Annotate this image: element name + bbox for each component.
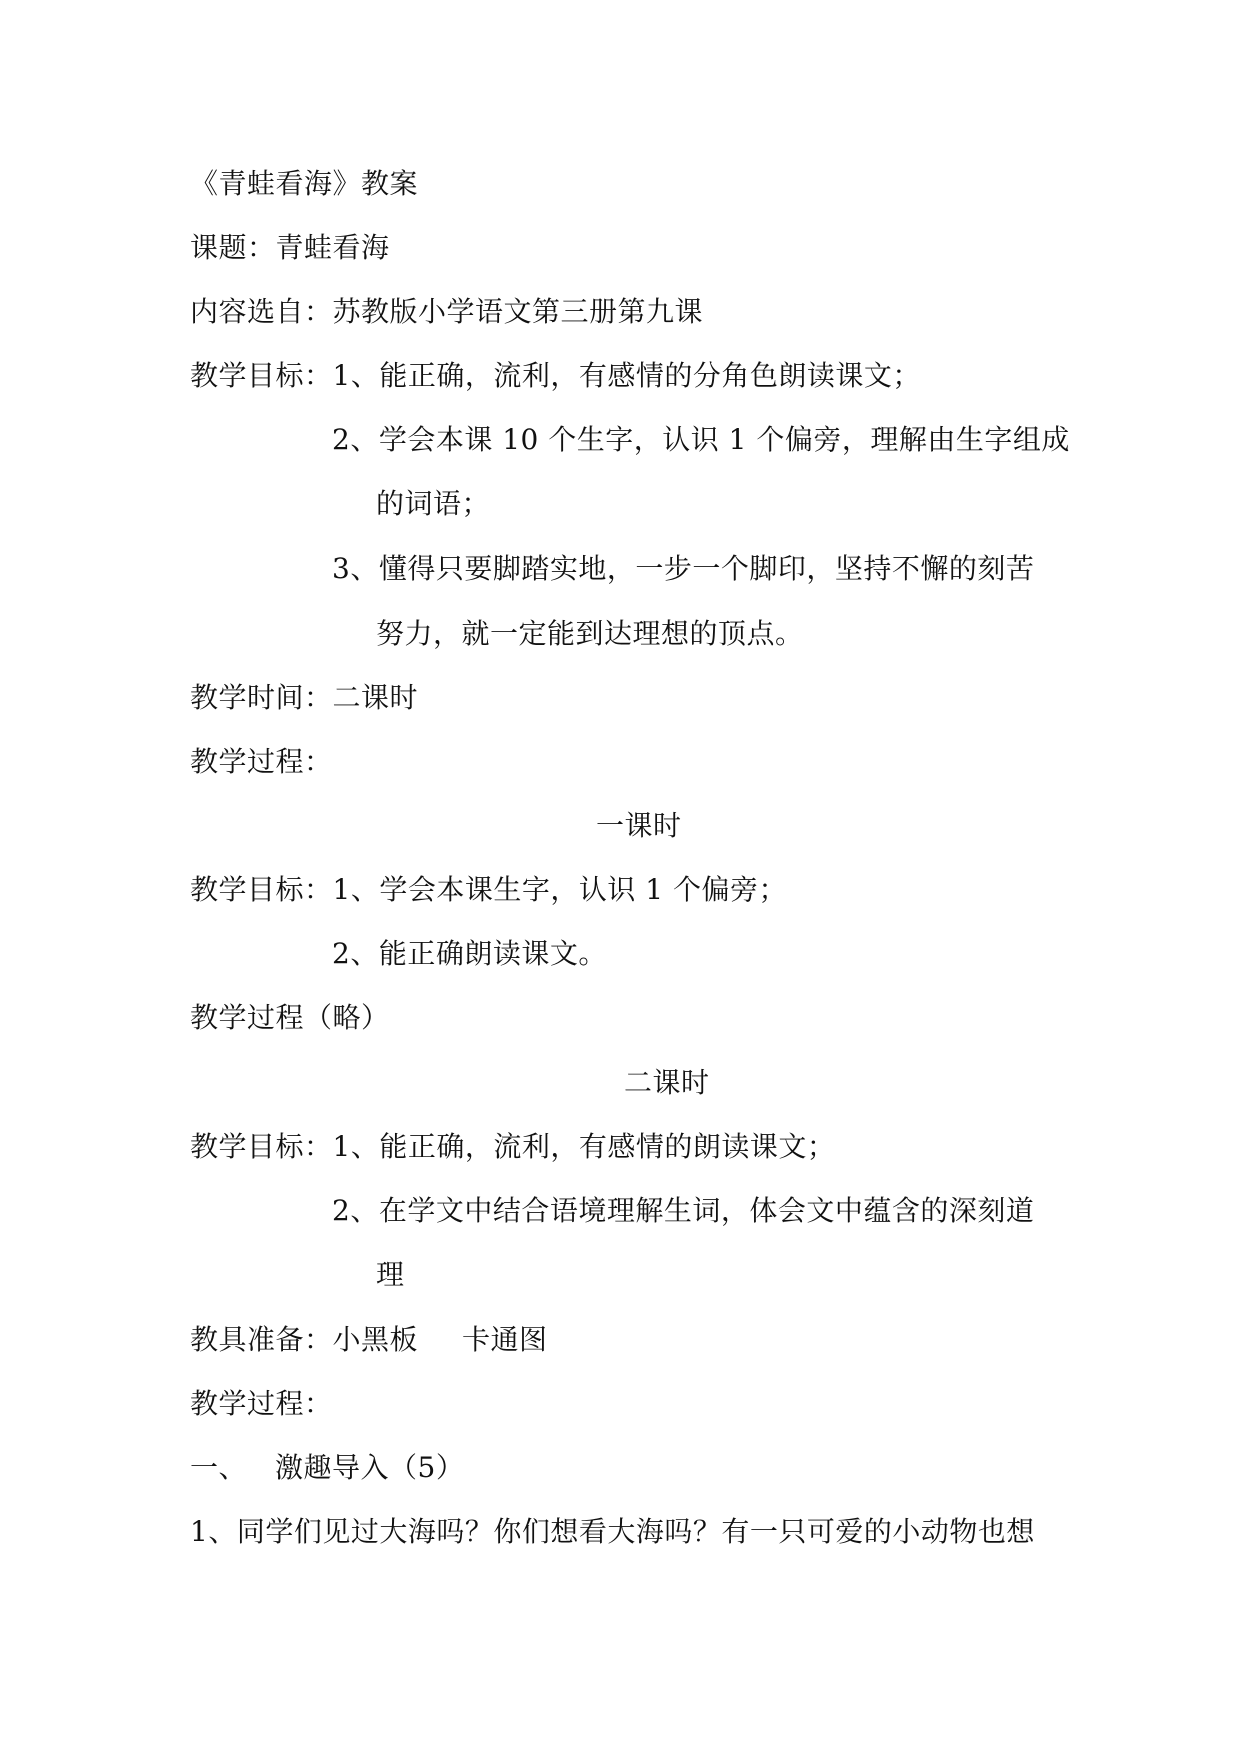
lesson-2-goal-item-1: 1、能正确，流利，有感情的朗读课文； — [332, 1130, 836, 1163]
lesson-1-goal-item-2: 2、能正确朗读课文。 — [332, 937, 607, 970]
lesson-2-goal-item-2-line-2: 理 — [376, 1258, 405, 1291]
lesson-1-process: 教学过程（略） — [190, 1001, 390, 1034]
step-1-item-1: 1、同学们见过大海吗？你们想看大海吗？有一只可爱的小动物也想 — [190, 1515, 1035, 1548]
lesson-2-goals-row-1 — [190, 1127, 835, 1167]
goals-row-1 — [190, 356, 921, 396]
step-1-number: 一、 — [190, 1451, 248, 1484]
lesson-1-goals-label: 教学目标： — [190, 873, 333, 906]
doc-title: 《青蛙看海》教案 — [190, 167, 419, 200]
goal-item-2-line-1: 2、学会本课 10 个生字，认识 1 个偏旁，理解由生字组成 — [332, 423, 1070, 456]
teaching-time: 教学时间：二课时 — [190, 681, 419, 714]
lesson-1-goal-item-1: 1、学会本课生字，认识 1 个偏旁； — [332, 873, 787, 906]
tool-blackboard: 小黑板 — [332, 1323, 419, 1356]
lesson-2-goal-item-2-line-1: 2、在学文中结合语境理解生词，体会文中蕴含的深刻道 — [332, 1194, 1035, 1227]
goal-item-3-line-1: 3、懂得只要脚踏实地，一步一个脚印，坚持不懈的刻苦 — [332, 552, 1035, 585]
goal-item-2-line-2: 的词语； — [376, 487, 491, 520]
process-label: 教学过程： — [190, 745, 333, 778]
doc-source: 内容选自：苏教版小学语文第三册第九课 — [190, 295, 704, 328]
step-1-heading — [190, 1448, 464, 1488]
lesson-2-goals-label: 教学目标： — [190, 1130, 333, 1163]
goal-item-1: 1、能正确，流利，有感情的分角色朗读课文； — [332, 359, 921, 392]
tools-label: 教具准备： — [190, 1323, 333, 1356]
doc-topic: 课题：青蛙看海 — [190, 231, 390, 264]
tools-row — [190, 1320, 548, 1360]
lesson-2-process-label: 教学过程： — [190, 1387, 333, 1420]
lesson-1-goals-row-1 — [190, 870, 787, 910]
step-1-text: 激趣导入（5） — [275, 1451, 465, 1484]
tool-cartoon: 卡通图 — [462, 1323, 548, 1356]
lesson-1-heading: 一课时 — [596, 809, 682, 842]
goal-item-3-line-2: 努力，就一定能到达理想的顶点。 — [376, 617, 804, 650]
lesson-2-heading: 二课时 — [624, 1066, 710, 1099]
goals-label: 教学目标： — [190, 359, 333, 392]
